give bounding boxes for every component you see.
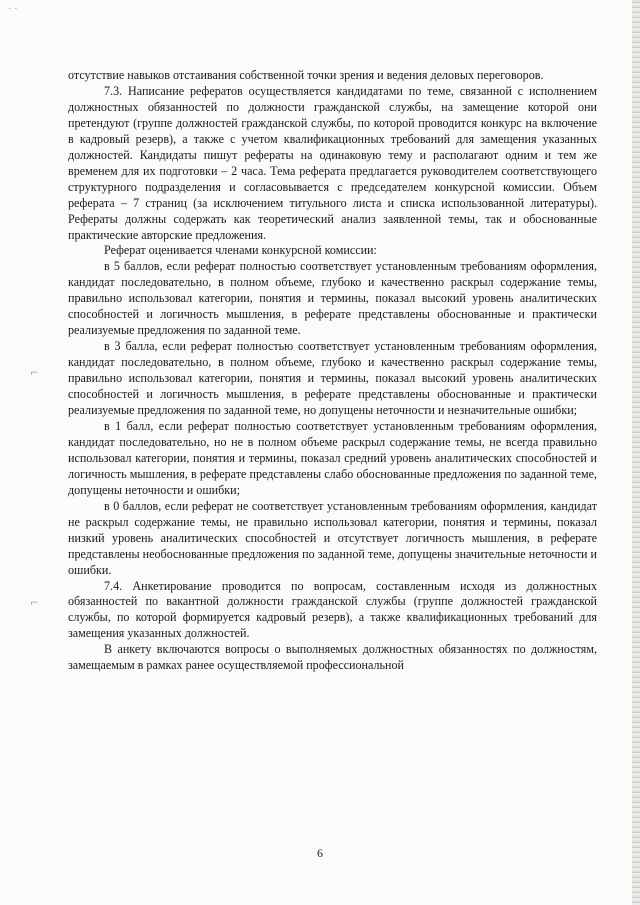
paragraph-7-3: 7.3. Написание рефератов осуществляется кандидатами по теме, связанной с исполнением должностных обязанностей по должности гражданской службы, на замещение которой они претендуют (группе должностей гражданской службы, по которой проводится конкурс на включение в кадровый резерв), а также с учетом квалификационных требований для замещения указанных должностей. Кандидаты пишут рефераты на одинаковую тему и располагают одним и тем же временем для их подготовки – 2 часа. Тема реферата предлагается руководителем соответствующего структурного подразделения и согласовывается с председателем конкурсной комиссии. Объем реферата – 7 страниц (за исключением титульного листа и списка использованной литературы). Рефераты должны содержать как теоретический анализ заявленной темы, так и обоснованные практические авторские предложения. <box>68 83 597 242</box>
document-body <box>68 68 597 674</box>
paragraph-score-0: в 0 баллов, если реферат не соответствует установленным требованиям оформления, кандидат не раскрыл содержание темы, не правильно использовал категории, понятия и термины, показал низкий уровень аналитических способностей и отсутствует логичность мышления, в реферате представлены необоснованные предложения по заданной теме, допущены значительные неточности и ошибки. <box>68 498 597 577</box>
paragraph-7-4: 7.4. Анкетирование проводится по вопросам, составленным исходя из должностных обязанностей по вакантной должности гражданской службы (группе должностей гражданской службы, по которой формируется кадровый резерв), а также квалификационных требований для замещения указанных должностей. <box>68 578 597 641</box>
paragraph-continuation: отсутствие навыков отстаивания собственной точки зрения и ведения деловых переговоров. <box>68 68 544 82</box>
paragraph-questionnaire: В анкету включаются вопросы о выполняемых должностных обязанностях по должностям, замещаемым в рамках ранее осуществляемой профессиональной <box>68 642 597 673</box>
scan-artifact: ⌐ <box>30 368 39 379</box>
paragraph-score-1: в 1 балл, если реферат полностью соответствует установленным требованиям оформления, кандидат последовательно, но не в полном объеме раскрыл содержание темы, не всегда правильно использовал категории, понятия и термины, показал средний уровень аналитических способностей и логичность мышления, в реферате представлены слабо обоснованные предложения по заданной теме, допущены неточности и ошибки; <box>68 418 597 497</box>
page-number: 6 <box>317 846 323 860</box>
scan-edge <box>632 0 640 905</box>
scan-artifact: · · <box>8 4 18 15</box>
paragraph-score-5: в 5 баллов, если реферат полностью соответствует установленным требованиям оформления, кандидат последовательно, в полном объеме, глубоко и качественно раскрыл содержание темы, правильно использовал категории, понятия и термины, показал высокий уровень аналитических способностей и логичность мышления, в реферате представлены обоснованные и практически реализуемые предложения по заданной теме. <box>68 259 597 338</box>
scan-artifact: ⌐ <box>30 598 39 609</box>
paragraph-evaluation-intro: Реферат оценивается членами конкурсной комиссии: <box>104 243 377 258</box>
paragraph-score-3: в 3 балла, если реферат полностью соответствует установленным требованиям оформления, кандидат последовательно, в полном объеме, глубоко и качественно раскрыл содержание темы, правильно использовал категории, понятия и термины, показал высокий уровень аналитических способностей и логичность мышления, в реферате представлены обоснованные и практически реализуемые предложения по заданной теме, но допущены неточности и незначительные ошибки; <box>68 339 597 418</box>
